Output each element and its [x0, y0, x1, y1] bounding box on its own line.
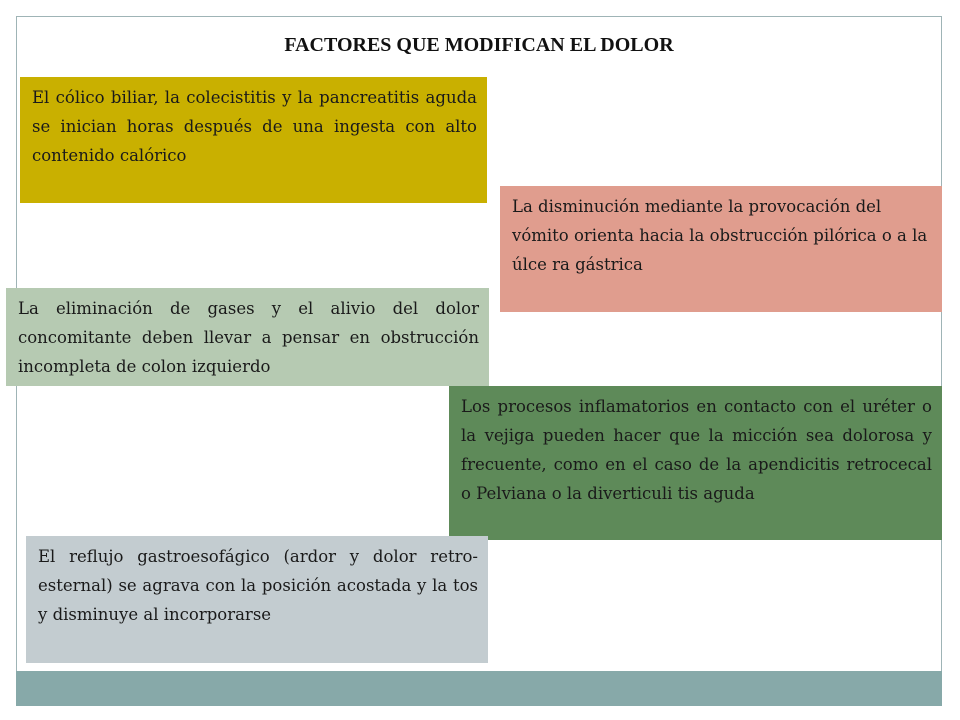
text-box-vomiting: La disminución mediante la provocación del vómito orienta hacia la obstrucción pilórica o a la úlce ra gástrica: [500, 186, 942, 312]
text-box-gas-elimination: La eliminación de gases y el alivio del dolor concomitante deben llevar a pensar en obstrucción incompleta de colon izquierdo: [6, 288, 489, 386]
text-box-gastroesophageal-reflux: El reflujo gastroesofágico (ardor y dolor retro- esternal) se agrava con la posición acostada y la tos y disminuye al incorporarse: [26, 536, 488, 663]
slide-title: FACTORES QUE MODIFICAN EL DOLOR: [284, 34, 674, 56]
bottom-bar: [16, 671, 942, 706]
text-box-inflammatory-processes: Los procesos inflamatorios en contacto con el uréter o la vejiga pueden hacer que la micción sea dolorosa y frecuente, como en el caso de la apendicitis retrocecal o Pelviana o la diverticuli tis aguda: [449, 386, 942, 540]
text-box-biliary-colic: El cólico biliar, la colecistitis y la pancreatitis aguda se inician horas después de una ingesta con alto contenido calórico: [20, 77, 487, 203]
